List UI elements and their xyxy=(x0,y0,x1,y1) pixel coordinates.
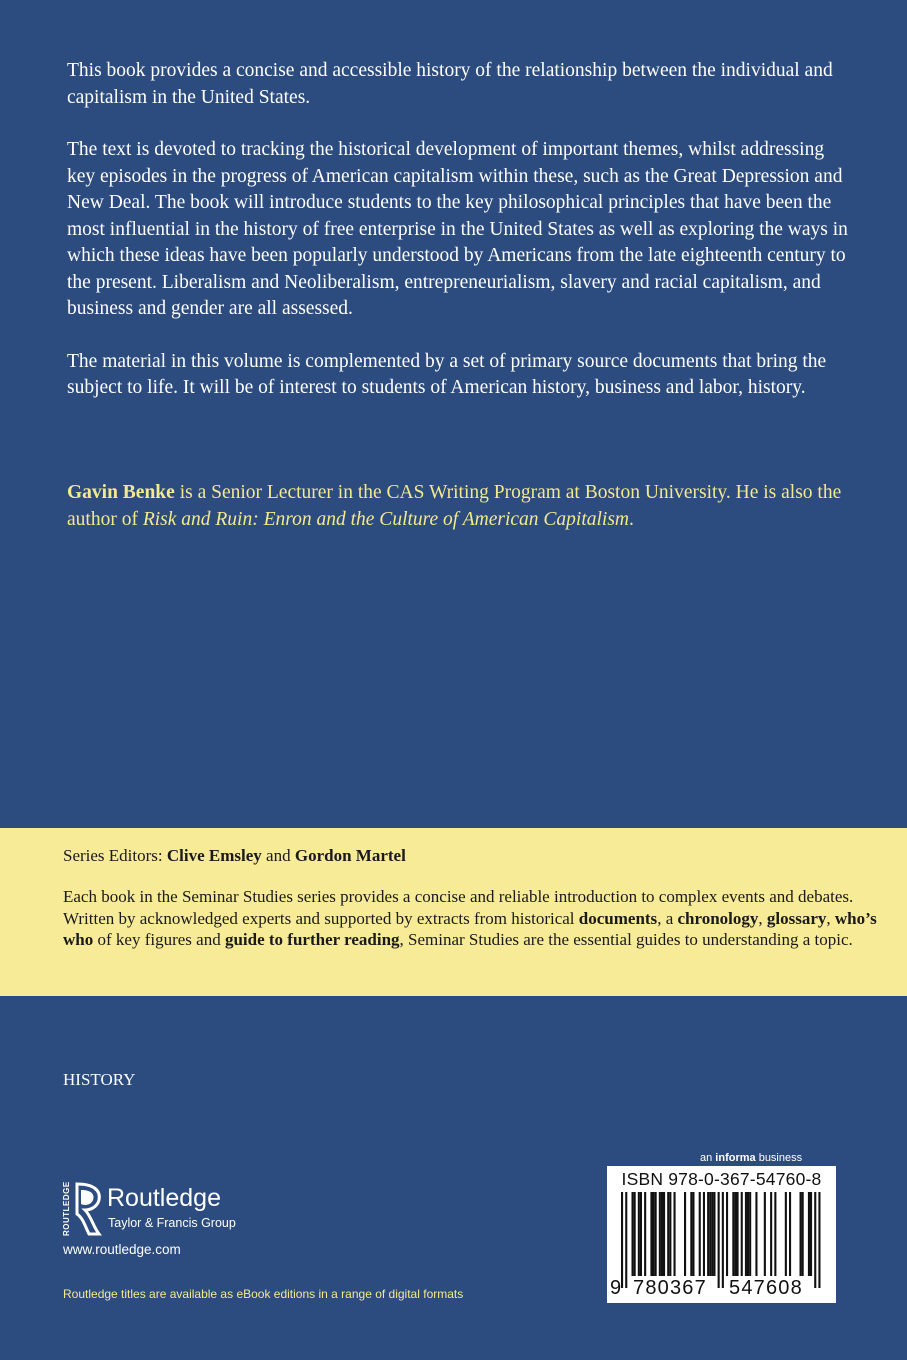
series-keyword-documents: documents xyxy=(578,908,658,928)
barcode-bar xyxy=(745,1192,747,1276)
series-desc-sep: of key figures and xyxy=(93,930,225,949)
barcode-bar xyxy=(802,1192,804,1276)
barcode-bar xyxy=(644,1192,646,1276)
barcode-bar xyxy=(785,1192,787,1276)
barcode-bar xyxy=(732,1192,734,1276)
barcode-bar xyxy=(770,1192,772,1276)
blurb-paragraph-3: The material in this volume is complemented by a set of primary source documents that bring the subject to life. It will be of interest to students of American history, business and labor, history. xyxy=(67,350,827,398)
barcode-bar xyxy=(663,1192,665,1276)
series-desc-sep: , xyxy=(826,908,835,928)
publisher-name: Routledge xyxy=(107,1184,221,1212)
barcode-bar xyxy=(625,1192,627,1288)
barcode-bar xyxy=(711,1192,713,1276)
book-blurb xyxy=(67,58,857,428)
series-keyword-whos-who: who’s who xyxy=(63,908,877,949)
barcode-bar xyxy=(659,1192,661,1276)
barcode-bar xyxy=(621,1192,623,1288)
barcode-bar xyxy=(690,1192,692,1276)
barcode-bar xyxy=(692,1192,694,1276)
barcode-bar xyxy=(638,1192,640,1276)
author-name: Gavin Benke xyxy=(67,482,175,503)
barcode-bar xyxy=(814,1192,816,1288)
barcode-bar xyxy=(747,1192,749,1276)
barcode-bar xyxy=(653,1192,655,1276)
barcode-bar xyxy=(764,1192,766,1276)
barcode-bar xyxy=(669,1192,671,1276)
barcode-bar xyxy=(741,1192,743,1276)
isbn-number: ISBN 978-0-367-54760-8 xyxy=(621,1169,822,1189)
barcode-bar xyxy=(707,1192,709,1276)
series-keyword-chronology: chronology xyxy=(677,908,759,928)
isbn-barcode xyxy=(607,1166,836,1303)
barcode-bar xyxy=(722,1192,724,1288)
informa-suffix: business xyxy=(755,1152,803,1164)
author-bio-text: is a Senior Lecturer in the CAS Writing Program at Boston University. He is also the author of xyxy=(67,482,842,530)
publisher-website[interactable]: www.routledge.com xyxy=(63,1242,181,1257)
logo-vertical-wordmark: ROUTLEDGE xyxy=(62,1181,71,1236)
series-desc-text: Each book in the Seminar Studies series provides a concise and reliable introduction to complex events and debates. Written by acknowledged experts and supported by extracts from historical xyxy=(63,887,854,928)
barcode-bar xyxy=(709,1192,711,1276)
series-editors-label: Series Editors: xyxy=(63,846,167,865)
barcode-digit-first: 9 xyxy=(610,1277,623,1299)
barcode-bar xyxy=(800,1192,802,1276)
author-previous-book: Risk and Ruin: Enron and the Culture of American Capitalism xyxy=(142,508,630,530)
series-band xyxy=(0,828,907,996)
barcode-bar xyxy=(713,1192,715,1276)
barcode-bar xyxy=(699,1192,701,1276)
informa-business-tag xyxy=(700,1152,802,1164)
publisher-group: Taylor & Francis Group xyxy=(108,1216,236,1230)
barcode-bar xyxy=(726,1192,728,1276)
barcode-bar xyxy=(634,1192,636,1276)
series-desc-sep: , a xyxy=(657,908,678,928)
author-bio xyxy=(67,480,857,533)
series-keyword-further-reading: guide to further reading xyxy=(224,930,400,949)
barcode-bar xyxy=(661,1192,663,1276)
barcode-digits-left: 780367 xyxy=(633,1277,707,1299)
series-description xyxy=(63,886,893,951)
barcode-bar xyxy=(737,1192,739,1276)
barcode-bar xyxy=(640,1192,642,1276)
subject-category: HISTORY xyxy=(63,1070,136,1089)
barcode-bar xyxy=(718,1192,720,1288)
series-editors-and: and xyxy=(261,846,295,865)
barcode-bar xyxy=(749,1192,751,1276)
barcode-bar xyxy=(684,1192,686,1276)
blurb-paragraph-1: This book provides a concise and accessible history of the relationship between the individual and capitalism in the United States. xyxy=(67,60,833,108)
barcode-digits-right: 547608 xyxy=(729,1277,803,1299)
barcode-bar xyxy=(655,1192,657,1276)
series-editor-1: Clive Emsley xyxy=(166,846,262,865)
barcode-bar xyxy=(674,1192,676,1276)
barcode-bar xyxy=(632,1192,634,1276)
author-bio-end: . xyxy=(629,508,634,530)
series-editors xyxy=(63,846,406,866)
barcode-bar xyxy=(808,1192,810,1276)
series-desc-sep: , xyxy=(758,908,767,928)
barcode-bar xyxy=(789,1192,791,1276)
informa-brand: informa xyxy=(715,1152,756,1164)
barcode-bar xyxy=(703,1192,705,1276)
barcode-bar xyxy=(774,1192,776,1276)
ebook-note: Routledge titles are available as eBook editions in a range of digital formats xyxy=(63,1287,464,1301)
series-editor-2: Gordon Martel xyxy=(294,846,406,865)
barcode-bar xyxy=(650,1192,652,1276)
barcode-bar xyxy=(734,1192,736,1276)
barcode-bar xyxy=(667,1192,669,1276)
barcode-bar xyxy=(755,1192,757,1276)
blurb-paragraph-2: The text is devoted to tracking the historical development of important themes, whilst addressing key episodes in the progress of American capitalism within these, such as the Great Depression and New Deal. The book will introduce students to the key philosophical principles that have been the most influential in the history of free enterprise in the United States as well as exploring the ways in which these ideas have been popularly understood by Americans from the late eighteenth century to the present. Liberalism and Neoliberalism, entrepreneurialism, slavery and racial capitalism, and business and gender are all assessed. xyxy=(67,139,848,319)
barcode-bar xyxy=(818,1192,820,1288)
barcode-bar xyxy=(810,1192,812,1276)
series-desc-text-end: , Seminar Studies are the essential guides to understanding a topic. xyxy=(399,930,853,949)
informa-prefix: an xyxy=(700,1152,716,1164)
series-keyword-glossary: glossary xyxy=(766,908,827,928)
